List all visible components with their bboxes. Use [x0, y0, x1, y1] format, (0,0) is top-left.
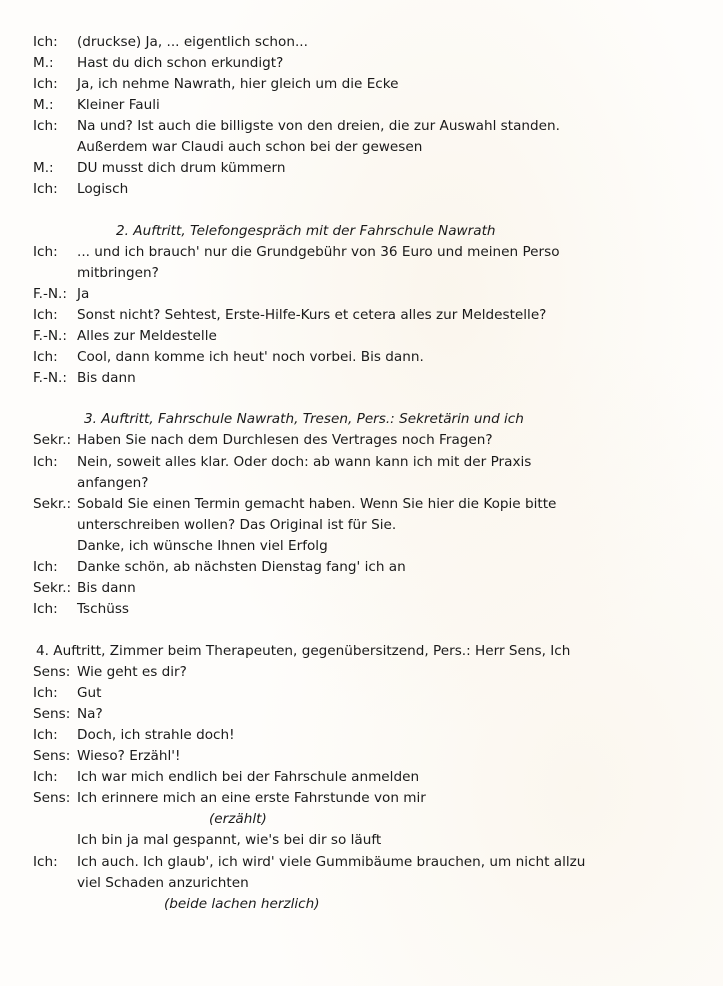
line-text: Danke, ich wünsche Ihnen viel Erfolg: [77, 538, 328, 554]
speaker: Ich:: [33, 454, 58, 470]
speaker: Ich:: [33, 181, 58, 197]
line-text: Na und? Ist auch die billigste von den dreien, die zur Auswahl standen.: [77, 118, 560, 134]
speaker: Ich:: [33, 118, 58, 134]
speaker: Sens:: [33, 664, 71, 680]
speaker: Sekr.:: [33, 432, 72, 448]
line-text: Gut: [77, 685, 102, 701]
speaker: Ich:: [33, 559, 58, 575]
stage-direction: (beide lachen herzlich): [164, 896, 320, 912]
speaker: Ich:: [33, 769, 58, 785]
scene-heading-4: 4. Auftritt, Zimmer beim Therapeuten, gegenübersitzend, Pers.: Herr Sens, Ich: [36, 643, 571, 659]
speaker: Sens:: [33, 790, 71, 806]
line-text: Außerdem war Claudi auch schon bei der gewesen: [77, 139, 423, 155]
line-text: Ich erinnere mich an eine erste Fahrstunde von mir: [77, 790, 426, 806]
scene-heading-3: 3. Auftritt, Fahrschule Nawrath, Tresen, Pers.: Sekretärin und ich: [84, 411, 524, 427]
speaker: Ich:: [33, 601, 58, 617]
line-text: Cool, dann komme ich heut' noch vorbei. Bis dann.: [77, 349, 424, 365]
line-text: Sobald Sie einen Termin gemacht haben. Wenn Sie hier die Kopie bitte: [77, 496, 557, 512]
speaker: Sekr.:: [33, 496, 72, 512]
line-text: Na?: [77, 706, 103, 722]
line-text: Danke schön, ab nächsten Dienstag fang' ich an: [77, 559, 406, 575]
speaker: Ich:: [33, 854, 58, 870]
speaker: M.:: [33, 160, 54, 176]
speaker: Sens:: [33, 706, 71, 722]
speaker: Ich:: [33, 34, 58, 50]
line-text: Wie geht es dir?: [77, 664, 187, 680]
line-text: Alles zur Meldestelle: [77, 328, 217, 344]
line-text: ... und ich brauch' nur die Grundgebühr von 36 Euro und meinen Perso: [77, 244, 560, 260]
line-text: Doch, ich strahle doch!: [77, 727, 235, 743]
speaker: Ich:: [33, 244, 58, 260]
line-text: Haben Sie nach dem Durchlesen des Vertrages noch Fragen?: [77, 432, 493, 448]
line-text: Ja, ich nehme Nawrath, hier gleich um die Ecke: [77, 76, 399, 92]
speaker: Ich:: [33, 307, 58, 323]
line-text: Ja: [77, 286, 90, 302]
speaker: Sekr.:: [33, 580, 72, 596]
line-text: Tschüss: [77, 601, 130, 617]
line-text: viel Schaden anzurichten: [77, 875, 249, 891]
line-text: unterschreiben wollen? Das Original ist für Sie.: [77, 517, 397, 533]
line-text: Wieso? Erzähl'!: [77, 748, 181, 764]
line-text: Logisch: [77, 181, 129, 197]
line-text: Bis dann: [77, 370, 136, 386]
line-text: (druckse) Ja, ... eigentlich schon...: [77, 34, 308, 50]
line-text: Ich war mich endlich bei der Fahrschule anmelden: [77, 769, 420, 785]
line-text: Sonst nicht? Sehtest, Erste-Hilfe-Kurs et cetera alles zur Meldestelle?: [77, 307, 547, 323]
speaker: F.-N.:: [33, 370, 67, 386]
speaker: F.-N.:: [33, 286, 67, 302]
line-text: DU musst dich drum kümmern: [77, 160, 286, 176]
speaker: Sens:: [33, 748, 71, 764]
speaker: Ich:: [33, 76, 58, 92]
speaker: F.-N.:: [33, 328, 67, 344]
line-text: Bis dann: [77, 580, 136, 596]
speaker: M.:: [33, 97, 54, 113]
stage-direction: (erzählt): [209, 811, 267, 827]
line-text: anfangen?: [77, 475, 149, 491]
speaker: Ich:: [33, 685, 58, 701]
speaker: M.:: [33, 55, 54, 71]
line-text: mitbringen?: [77, 265, 159, 281]
speaker: Ich:: [33, 727, 58, 743]
line-text: Hast du dich schon erkundigt?: [77, 55, 284, 71]
line-text: Ich auch. Ich glaub', ich wird' viele Gummibäume brauchen, um nicht allzu: [77, 854, 586, 870]
scene-heading-2: 2. Auftritt, Telefongespräch mit der Fahrschule Nawrath: [116, 223, 496, 239]
line-text: Nein, soweit alles klar. Oder doch: ab wann kann ich mit der Praxis: [77, 454, 532, 470]
line-text: Ich bin ja mal gespannt, wie's bei dir so läuft: [77, 832, 382, 848]
line-text: Kleiner Fauli: [77, 97, 160, 113]
speaker: Ich:: [33, 349, 58, 365]
